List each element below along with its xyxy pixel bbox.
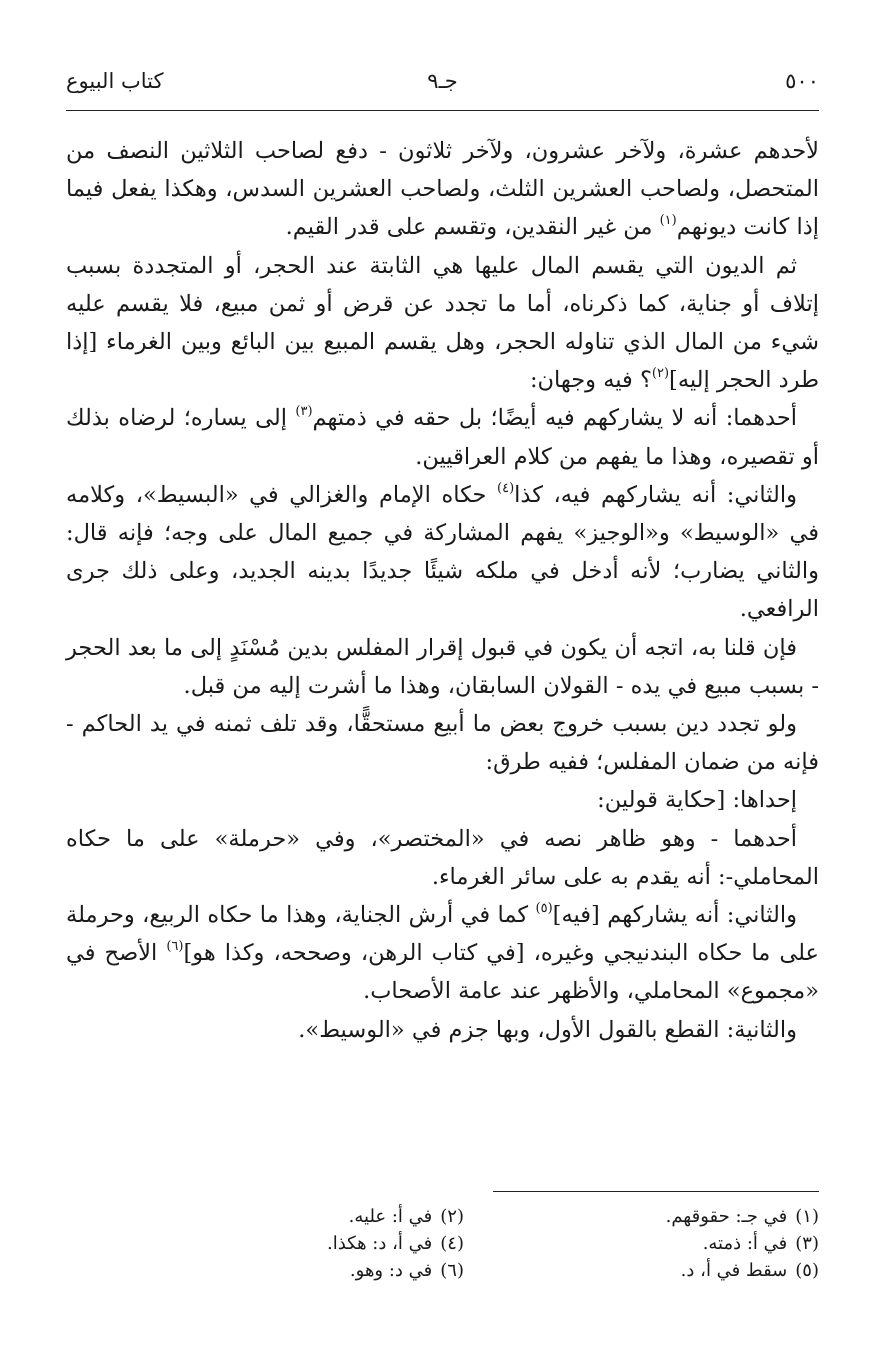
paragraph <box>66 132 819 247</box>
footnote-row <box>66 1203 819 1230</box>
footnote-text: في أ، د: هكذا. <box>326 1233 433 1254</box>
page-header <box>66 66 819 96</box>
text-run: لأحدهم عشرة، ولآخر عشرون، ولآخر ثلاثون - دفع لصاحب الثلاثين النصف من المتحصل، ولصاحب العشرين الثلث، ولصاحب العشرين السدس، وهكذا يفعل فيما إذا كانت ديونهم <box>66 138 819 241</box>
footnote-number: (٢) <box>440 1206 464 1227</box>
main-text <box>66 132 819 1049</box>
paragraph <box>66 896 819 1011</box>
paragraph <box>66 247 819 400</box>
footnotes <box>66 1203 819 1284</box>
text-run: أحدهما - وهو ظاهر نصه في «المختصر»، وفي «حرملة» على ما حكاه المحاملي-: أنه يقدم به على سائر الغرماء. <box>66 825 819 890</box>
footnote-row <box>66 1230 819 1257</box>
text-run: فإن قلنا به، اتجه أن يكون في قبول إقرار المفلس بدين مُسْنَدٍ إلى ما بعد الحجر - بسبب مبيع في يده - القولان السابقان، وهذا ما أشرت إليه من قبل. <box>66 634 819 699</box>
footnote-text: في أ: ذمته. <box>702 1233 788 1254</box>
text-run: والثاني: أنه يشاركهم [فيه] <box>552 902 797 929</box>
footnote-number: (٦) <box>440 1260 464 1281</box>
footnote-number: (٤) <box>440 1233 464 1254</box>
text-run: من غير النقدين، وتقسم على قدر القيم. <box>285 214 660 241</box>
footnote-number: (١) <box>795 1206 819 1227</box>
text-run: كما في أرش الجناية، وهذا ما حكاه الربيع، وحرملة على ما حكاه البندنيجي وغيره، [في كتاب الرهن، وصححه، وكذا هو] <box>66 902 819 967</box>
footnote-ref: (٣) <box>295 404 313 420</box>
footnote-1 <box>666 1203 819 1230</box>
header-divider <box>66 110 819 111</box>
footnote-4 <box>327 1230 464 1257</box>
book-page <box>66 0 819 1370</box>
footnote-ref: (٤) <box>497 480 515 496</box>
footnote-2 <box>349 1203 464 1230</box>
text-run: ثم الديون التي يقسم المال عليها هي الثابتة عند الحجر، أو المتجددة بسبب إتلاف أو جناية، كما ذكرناه، أما ما تجدد عن قرض أو ثمن مبيع، فلا يقسم عليه شيء من المال الذي تناوله الحجر، وهل يقسم المبيع بين البائع وبين الغرماء [إذا طرد الحجر إليه] <box>66 252 819 394</box>
paragraph <box>66 820 819 896</box>
footnote-number: (٣) <box>795 1233 819 1254</box>
text-run: إحداها: [حكاية قولين: <box>597 787 797 814</box>
footnote-divider <box>493 1191 819 1192</box>
footnote-text: سقط في أ، د. <box>680 1260 788 1281</box>
footnote-row <box>66 1257 819 1284</box>
footnote-number: (٥) <box>795 1260 819 1281</box>
text-run: حكاه الإمام والغزالي في «البسيط»، وكلامه في «الوسيط» و«الوجيز» يفهم المشاركة في جميع المال على وجه؛ فإنه قال: والثاني يضارب؛ لأنه أدخل في ملكه شيئًا جديدًا بدينه الجديد، وعلى ذلك جرى الرافعي. <box>66 481 819 623</box>
text-run: ولو تجدد دين بسبب خروج بعض ما أبيع مستحقًّا، وقد تلف ثمنه في يد الحاكم - فإنه من ضمان المفلس؛ ففيه طرق: <box>66 711 819 776</box>
footnote-text: في أ: عليه. <box>348 1206 433 1227</box>
paragraph <box>66 1011 819 1049</box>
footnote-ref: (٢) <box>651 366 670 382</box>
text-run: أحدهما: أنه لا يشاركهم فيه أيضًا؛ بل حقه في ذمتهم <box>312 405 797 432</box>
paragraph <box>66 476 819 629</box>
page-number: ٥٠٠ <box>785 69 819 93</box>
book-title: كتاب البيوع <box>66 69 164 93</box>
paragraph <box>66 705 819 781</box>
footnote-6 <box>350 1257 464 1284</box>
footnote-text: في جـ: حقوقهم. <box>665 1206 788 1227</box>
footnote-ref: (٥) <box>535 901 553 917</box>
footnote-ref: (٦) <box>166 939 184 955</box>
paragraph <box>66 781 819 819</box>
text-run: ؟ فيه وجهان: <box>529 367 652 394</box>
paragraph <box>66 629 819 705</box>
volume-label: جـ٩ <box>427 69 458 93</box>
text-run: والثاني: أنه يشاركهم فيه، كذا <box>514 481 797 508</box>
paragraph <box>66 399 819 475</box>
footnote-ref: (١) <box>659 213 677 229</box>
footnote-5 <box>681 1257 819 1284</box>
footnote-text: في د: وهو. <box>349 1260 433 1281</box>
text-run: والثانية: القطع بالقول الأول، وبها جزم في «الوسيط». <box>298 1016 797 1043</box>
footnote-3 <box>703 1230 819 1257</box>
text-run: إلى يساره؛ لرضاه بذلك أو تقصيره، وهذا ما يفهم من كلام العراقيين. <box>66 405 819 470</box>
text-run: الأصح في «مجموع» المحاملي، والأظهر عند عامة الأصحاب. <box>66 940 819 1005</box>
